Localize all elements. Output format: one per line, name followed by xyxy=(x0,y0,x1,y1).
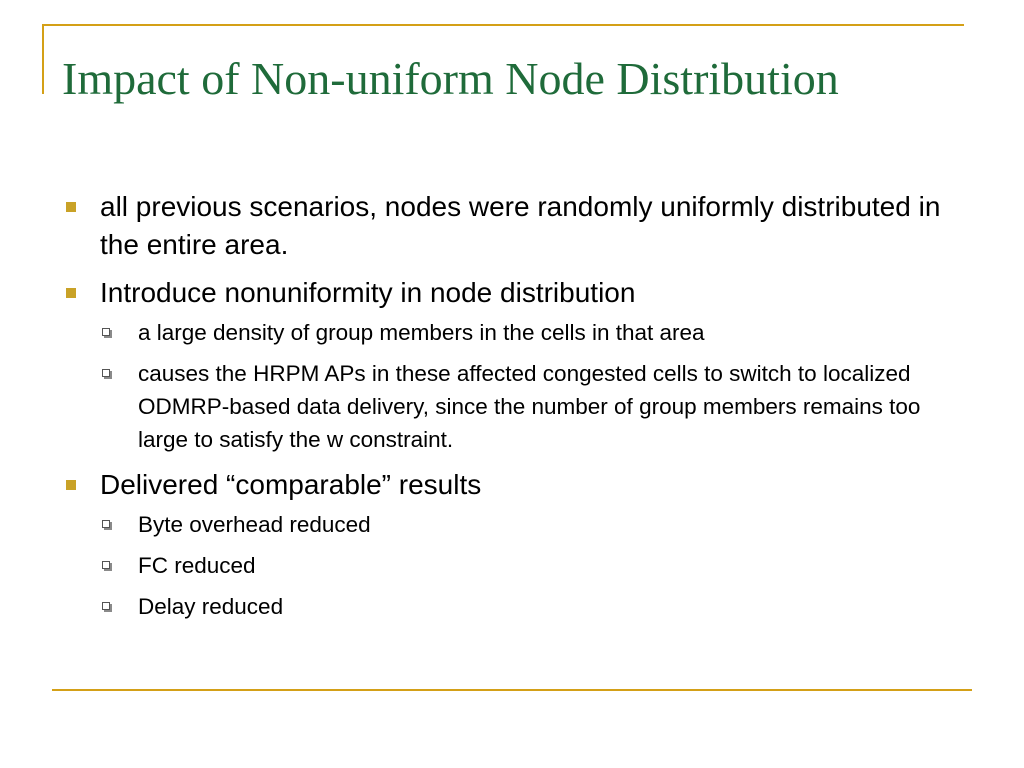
sub-bullet-text: causes the HRPM APs in these affected congested cells to switch to localized ODMRP-based data delivery, since the number of group members remains too large to satisfy the w constraint. xyxy=(138,361,921,452)
sub-bullet-item xyxy=(100,508,972,541)
sub-bullet-list xyxy=(100,316,972,456)
bullet-item xyxy=(62,274,972,456)
bullet-list xyxy=(62,188,972,623)
sub-bullet-text: FC reduced xyxy=(138,553,256,578)
bullet-text: Delivered “comparable” results xyxy=(100,469,482,500)
filled-square-bullet-icon xyxy=(66,202,76,212)
bullet-item xyxy=(62,188,972,264)
sub-bullet-text: a large density of group members in the cells in that area xyxy=(138,320,705,345)
bullet-text: Introduce nonuniformity in node distribution xyxy=(100,277,636,308)
hollow-square-bullet-icon xyxy=(102,602,110,610)
title-frame-left-rule xyxy=(42,24,44,94)
bullet-text: all previous scenarios, nodes were randomly uniformly distributed in the entire area. xyxy=(100,191,941,260)
filled-square-bullet-icon xyxy=(66,288,76,298)
sub-bullet-item xyxy=(100,357,972,456)
sub-bullet-item xyxy=(100,549,972,582)
hollow-square-bullet-icon xyxy=(102,561,110,569)
slide-title: Impact of Non-uniform Node Distribution xyxy=(62,53,839,104)
hollow-square-bullet-icon xyxy=(102,369,110,377)
sub-bullet-item xyxy=(100,590,972,623)
title-frame-top-rule xyxy=(42,24,964,26)
sub-bullet-item xyxy=(100,316,972,349)
footer-rule xyxy=(52,689,972,691)
bullet-item xyxy=(62,466,972,623)
hollow-square-bullet-icon xyxy=(102,328,110,336)
hollow-square-bullet-icon xyxy=(102,520,110,528)
slide-content xyxy=(62,188,972,633)
sub-bullet-list xyxy=(100,508,972,623)
sub-bullet-text: Byte overhead reduced xyxy=(138,512,371,537)
sub-bullet-text: Delay reduced xyxy=(138,594,284,619)
filled-square-bullet-icon xyxy=(66,480,76,490)
